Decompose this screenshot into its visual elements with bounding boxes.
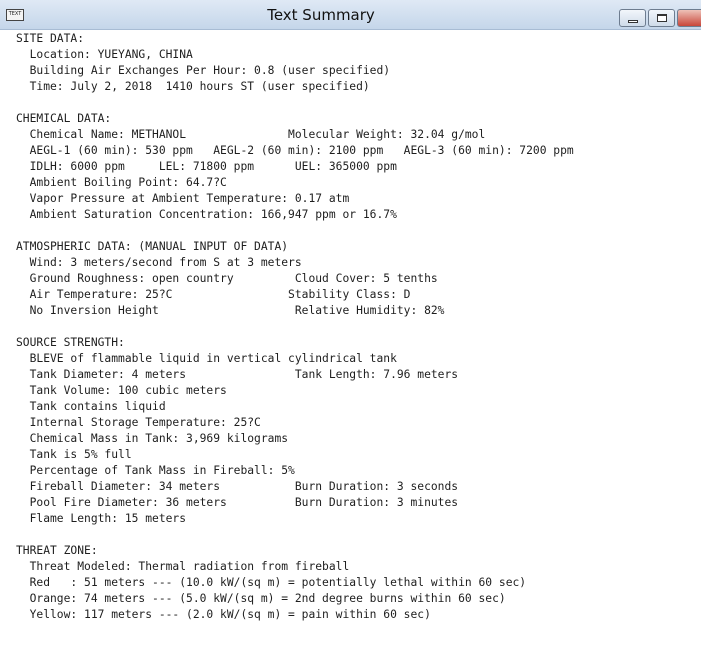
report-line: Ambient Boiling Point: 64.7?C [16,176,227,189]
report-line: Tank contains liquid [16,400,166,413]
report-line: SOURCE STRENGTH: [16,336,125,349]
report-line [16,223,574,239]
report-line: Flame Length: 15 meters [16,512,187,525]
minimize-icon [628,20,638,23]
report-line: THREAT ZONE: [16,544,98,557]
report-line: ATMOSPHERIC DATA: (MANUAL INPUT OF DATA) [16,240,289,253]
report-line: Tank Volume: 100 cubic meters [16,384,227,397]
minimize-button[interactable] [619,9,646,27]
report-line: Ground Roughness: open country Cloud Cover: 5 tenths [16,272,438,285]
maximize-button[interactable] [648,9,675,27]
app-icon-label: TEXT [8,11,22,17]
report-line: No Inversion Height Relative Humidity: 82% [16,304,445,317]
report-line: IDLH: 6000 ppm LEL: 71800 ppm UEL: 365000 ppm [16,160,397,173]
report-line: Wind: 3 meters/second from S at 3 meters [16,256,302,269]
report-line: Chemical Name: METHANOL Molecular Weight: 32.04 g/mol [16,128,486,141]
report-line: Orange: 74 meters --- (5.0 kW/(sq m) = 2nd degree burns within 60 sec) [16,592,506,605]
report-line: SITE DATA: [16,32,85,45]
title-bar[interactable] [0,0,701,30]
maximize-icon [657,14,667,22]
report-line: Threat Modeled: Thermal radiation from fireball [16,560,350,573]
report-line: Location: YUEYANG, CHINA [16,48,193,61]
report-line: BLEVE of flammable liquid in vertical cylindrical tank [16,352,397,365]
report-line: Yellow: 117 meters --- (2.0 kW/(sq m) = pain within 60 sec) [16,608,431,621]
report-line: Time: July 2, 2018 1410 hours ST (user specified) [16,80,370,93]
report-line: Vapor Pressure at Ambient Temperature: 0.17 atm [16,192,350,205]
report-line: Building Air Exchanges Per Hour: 0.8 (user specified) [16,64,391,77]
report-text-area[interactable] [0,30,701,653]
report-line: Air Temperature: 25?C Stability Class: D [16,288,411,301]
report-line: Tank Diameter: 4 meters Tank Length: 7.96 meters [16,368,459,381]
report-line: Pool Fire Diameter: 36 meters Burn Duration: 3 minutes [16,496,459,509]
report-line: Internal Storage Temperature: 25?C [16,416,261,429]
report-line: Red : 51 meters --- (10.0 kW/(sq m) = potentially lethal within 60 sec) [16,576,527,589]
report-line: Tank is 5% full [16,448,132,461]
report-text [16,31,574,623]
close-button[interactable] [677,9,701,27]
window-title: Text Summary [267,6,375,24]
report-line [16,319,574,335]
report-line: Ambient Saturation Concentration: 166,947 ppm or 16.7% [16,208,397,221]
report-line [16,95,574,111]
report-line: Chemical Mass in Tank: 3,969 kilograms [16,432,289,445]
report-line: Fireball Diameter: 34 meters Burn Duration: 3 seconds [16,480,459,493]
report-line: AEGL-1 (60 min): 530 ppm AEGL-2 (60 min): 2100 ppm AEGL-3 (60 min): 7200 ppm [16,144,574,157]
report-line [16,527,574,543]
report-line: CHEMICAL DATA: [16,112,112,125]
report-line: Percentage of Tank Mass in Fireball: 5% [16,464,295,477]
